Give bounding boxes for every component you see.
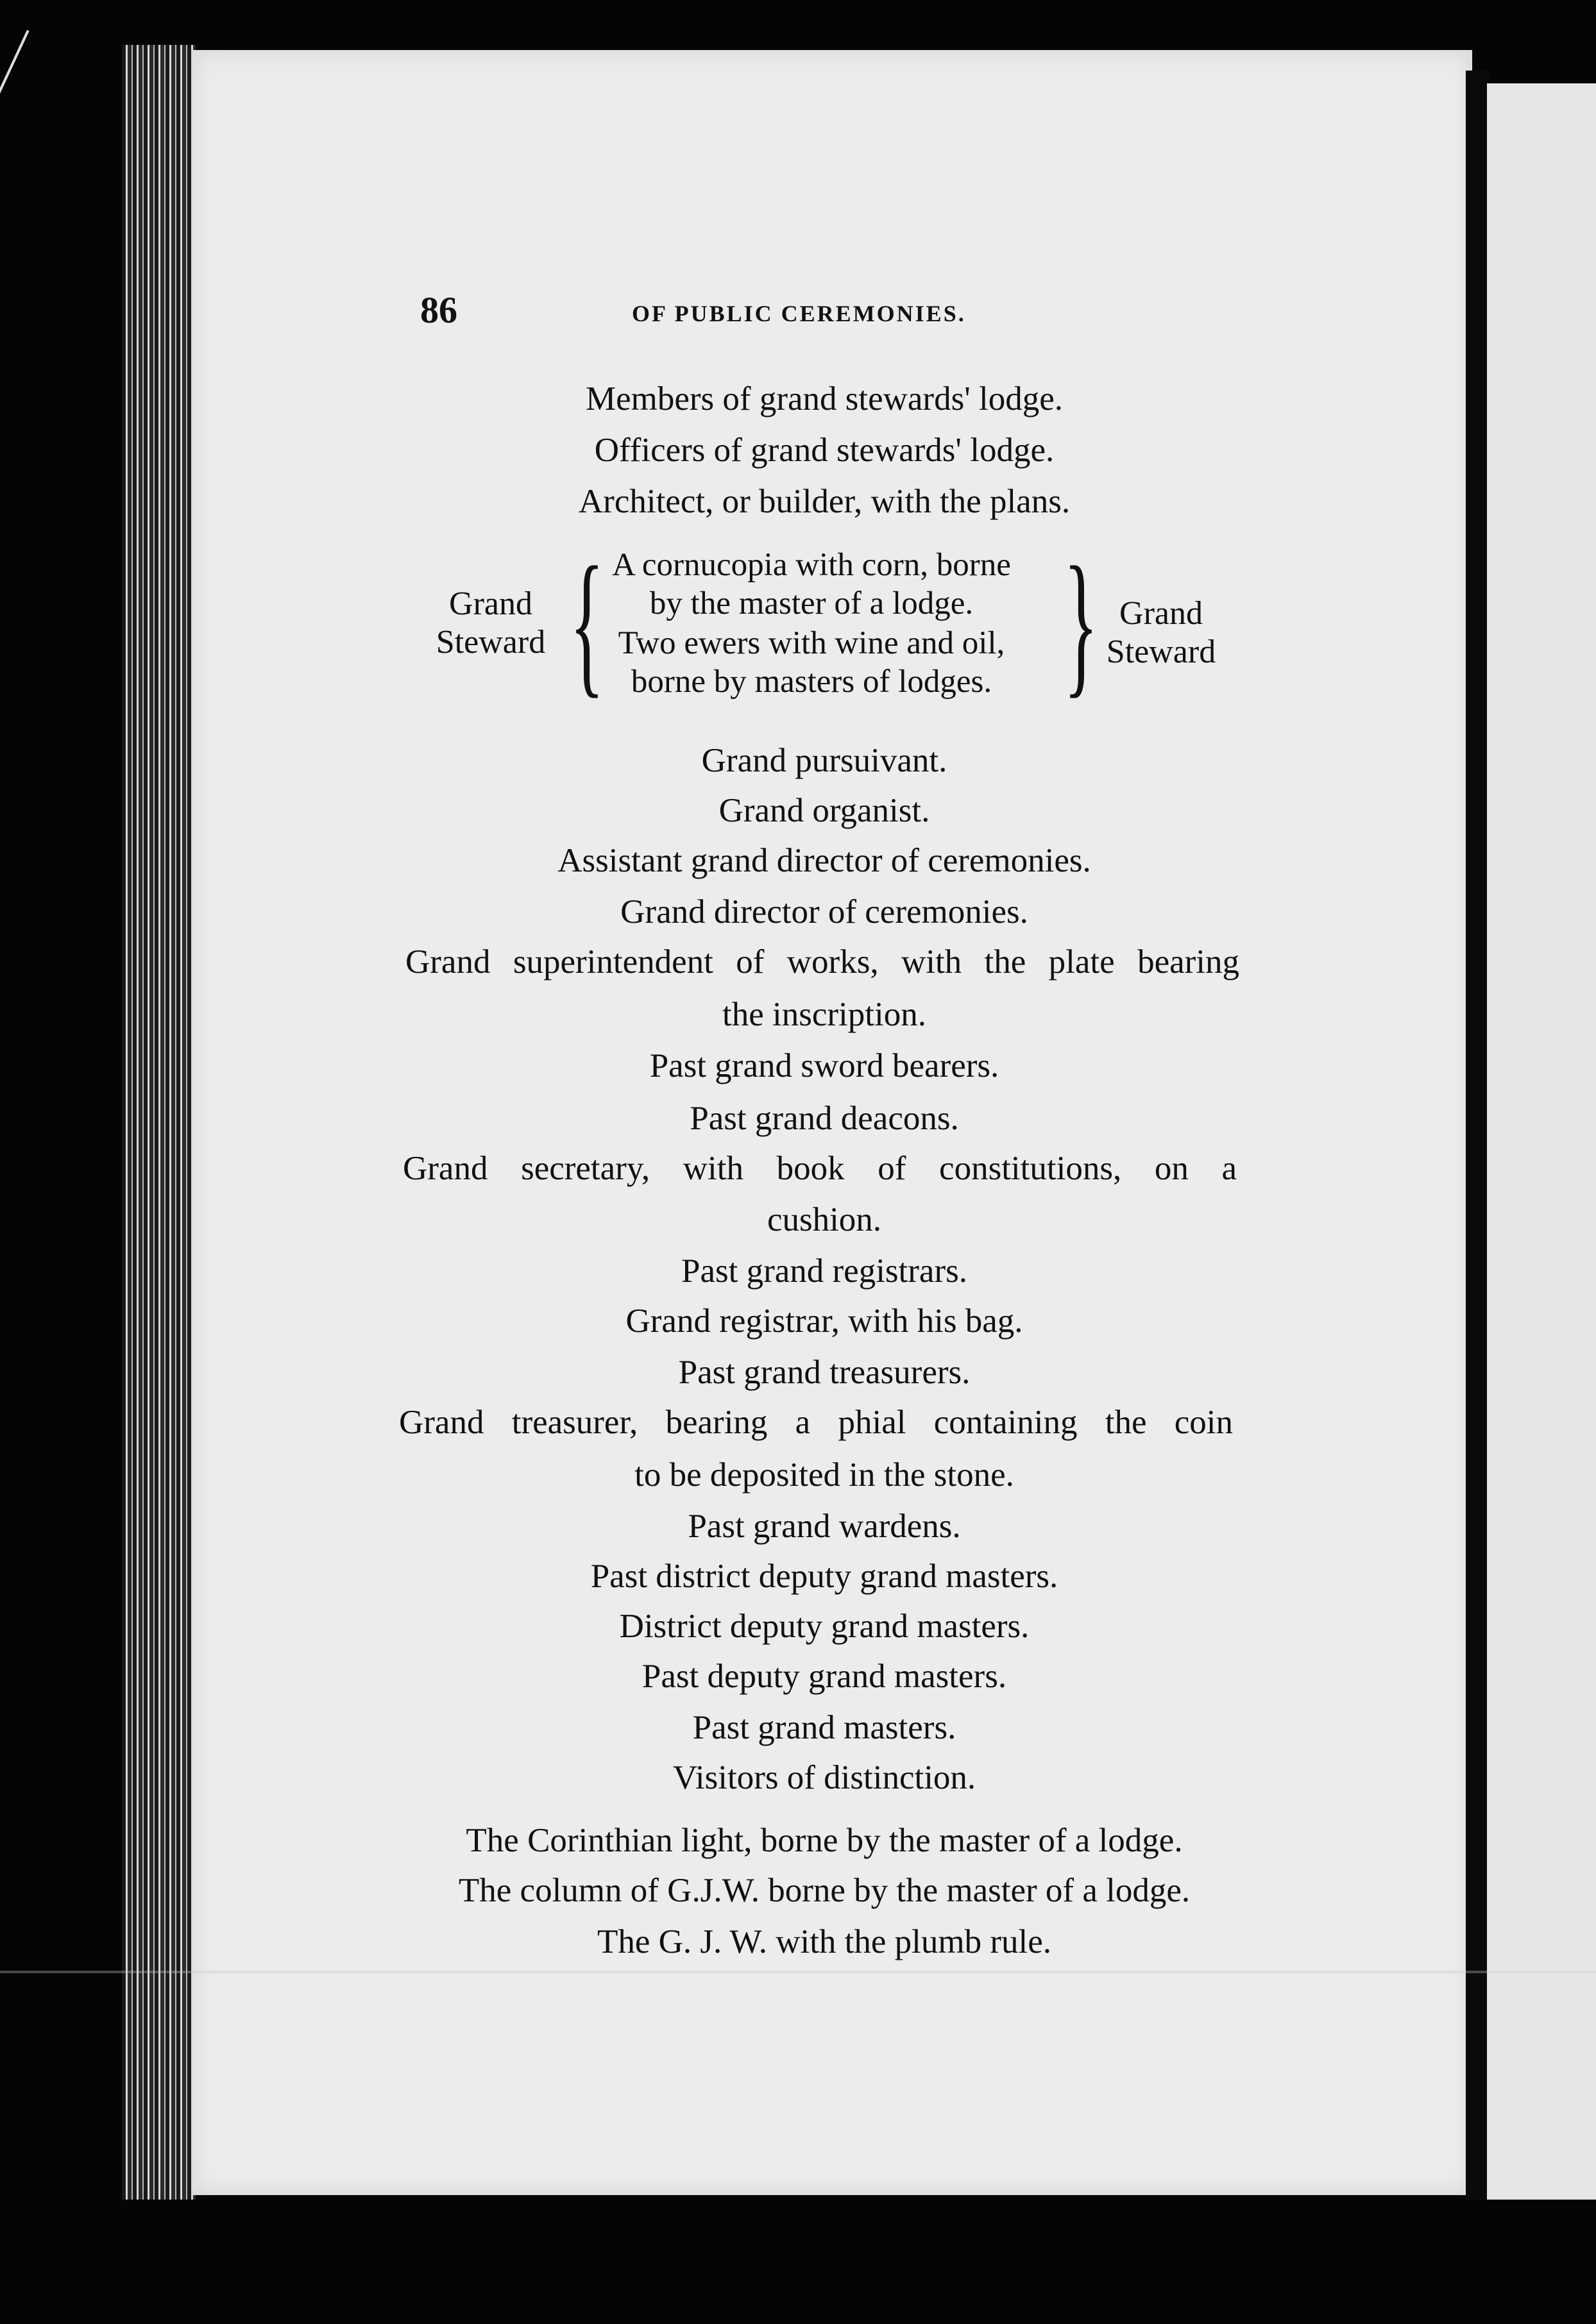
procession-line: Grand organist. (718, 792, 930, 829)
procession-line: Members of grand stewards' lodge. (586, 380, 1063, 417)
procession-line: Assistant grand director of ceremonies. (557, 842, 1091, 879)
procession-line: Grand superintendent of works, with the plate bearing (405, 943, 1239, 981)
left-label-line: Grand (449, 585, 532, 622)
procession-line: Grand treasurer, bearing a phial containing the coin (399, 1404, 1233, 1441)
left-brace-label (420, 585, 561, 662)
right-brace-label (1091, 594, 1232, 671)
procession-line: the inscription. (722, 996, 926, 1033)
procession-line: Grand secretary, with book of constitutions, on a (403, 1150, 1237, 1187)
procession-line: Past grand deacons. (690, 1100, 959, 1137)
procession-line: Grand pursuivant. (701, 742, 947, 779)
procession-line: Visitors of distinction. (672, 1759, 976, 1796)
left-curly-brace: { (570, 534, 604, 712)
scan-line-artifact (0, 1971, 1596, 1973)
procession-line: Past district deputy grand masters. (590, 1558, 1058, 1595)
page-header (420, 289, 1254, 340)
facing-page-edge (1487, 83, 1596, 2200)
procession-line: Grand director of ceremonies. (620, 893, 1028, 930)
running-head: OF PUBLIC CEREMONIES. (632, 301, 966, 326)
procession-line: Past grand registrars. (681, 1252, 967, 1290)
procession-line: The column of G.J.W. borne by the master of a lodge. (458, 1872, 1191, 1909)
right-curly-brace: } (1064, 534, 1098, 712)
procession-line: The G. J. W. with the plumb rule. (597, 1923, 1052, 1960)
brace-group-line: by the master of a lodge. (649, 585, 974, 621)
procession-line: Officers of grand stewards' lodge. (594, 432, 1055, 469)
book-binding-edge (122, 45, 196, 2200)
procession-line: District deputy grand masters. (619, 1608, 1030, 1645)
procession-line: Past grand sword bearers. (649, 1047, 999, 1084)
page-number: 86 (420, 289, 457, 331)
procession-line: Past grand wardens. (688, 1508, 961, 1545)
right-label-line: Grand (1119, 595, 1203, 632)
brace-group-line: borne by masters of lodges. (631, 664, 992, 700)
grand-steward-brace-group (411, 534, 1257, 720)
procession-line: Past deputy grand masters. (641, 1658, 1007, 1695)
left-label-line: Steward (436, 624, 546, 661)
brace-group-line: Two ewers with wine and oil, (618, 625, 1005, 661)
brace-group-line: A cornucopia with corn, borne (612, 547, 1011, 583)
procession-line: cushion. (767, 1201, 882, 1238)
right-label-line: Steward (1106, 634, 1216, 670)
procession-line: Past grand treasurers. (678, 1354, 971, 1391)
procession-line: to be deposited in the stone. (634, 1456, 1014, 1494)
procession-line: Grand registrar, with his bag. (625, 1302, 1023, 1340)
procession-line: Past grand masters. (692, 1709, 956, 1746)
procession-line: The Corinthian light, borne by the master of a lodge. (466, 1822, 1183, 1859)
procession-line: Architect, or builder, with the plans. (578, 483, 1071, 520)
